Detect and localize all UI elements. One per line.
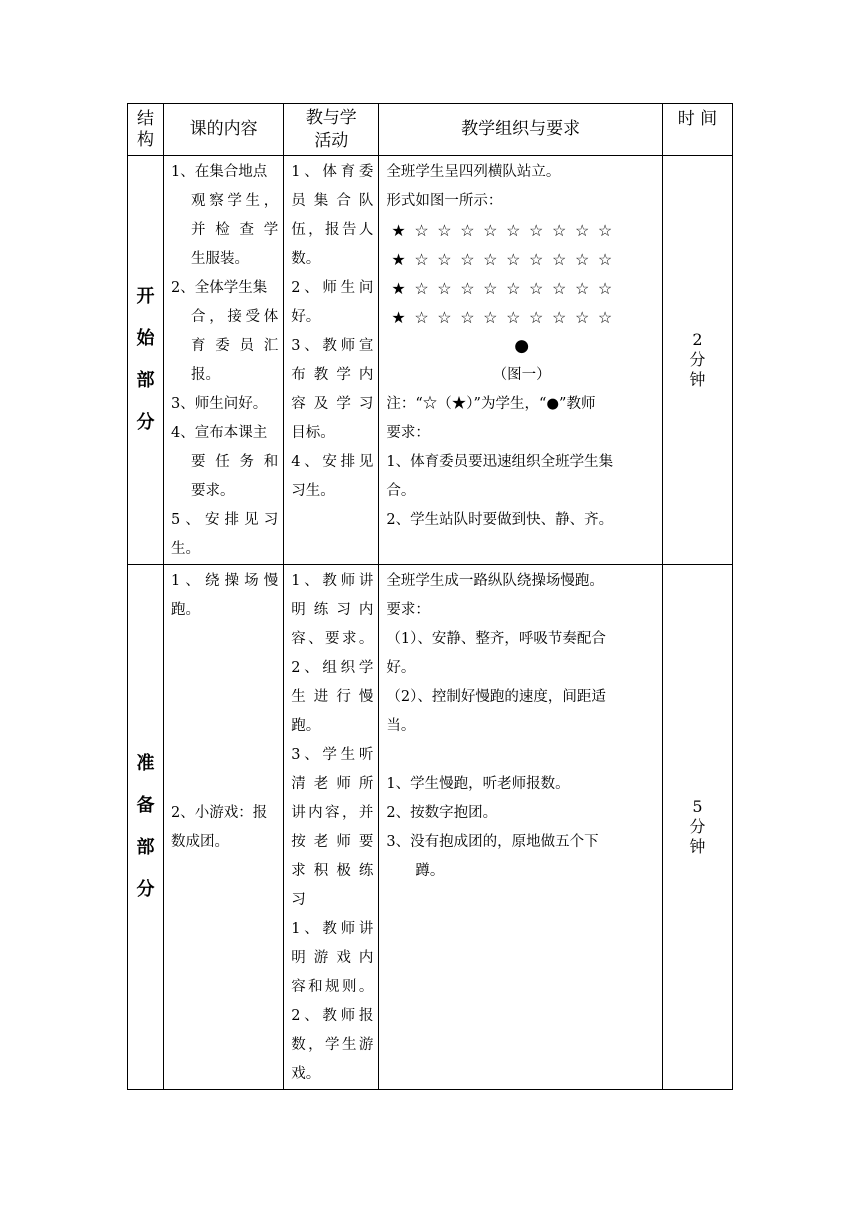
content-line: 1、绕操场慢 — [171, 573, 279, 589]
activity-line: 容和规则。 — [291, 979, 374, 995]
student-formation-row: ★☆☆☆☆☆☆☆☆☆ — [391, 250, 621, 269]
section-title-char: 分 — [136, 412, 155, 433]
content-line: 生服装。 — [191, 251, 250, 267]
section-title-char: 分 — [136, 879, 155, 900]
section-title-char: 部 — [136, 370, 155, 391]
activity-line: 习生。 — [291, 483, 335, 499]
header-organization: 教学组织与要求 — [379, 104, 662, 156]
header-content: 课的内容 — [164, 104, 284, 156]
content-line: 并检查学 — [191, 222, 279, 238]
section-prepare-title — [128, 565, 164, 1090]
lesson-plan-table — [127, 103, 733, 1090]
section-prepare-activity — [284, 565, 379, 1090]
activity-line: 1、教师讲 — [291, 573, 374, 589]
time-value: 2 — [692, 330, 703, 349]
time-unit-char: 分 — [689, 350, 706, 369]
section-title-char: 开 — [136, 286, 155, 307]
activity-line: 2、师生问 — [291, 280, 374, 296]
activity-line: 3、学生听 — [291, 747, 374, 763]
org-text: 好。 — [386, 660, 416, 676]
activity-line: 戏。 — [291, 1066, 321, 1082]
content-line: 2、小游戏：报 — [171, 805, 268, 821]
activity-line: 3、教师宣 — [291, 338, 374, 354]
activity-line: 跑。 — [291, 718, 321, 734]
section-title-char: 备 — [136, 795, 155, 816]
activity-line: 2、教师报 — [291, 1008, 374, 1024]
activity-line: 按老师要 — [291, 834, 374, 850]
section-prepare-row — [128, 565, 733, 1090]
activity-line: 讲内容，并 — [291, 805, 374, 821]
content-line: 要任务和 — [191, 454, 279, 470]
org-text: 要求： — [386, 602, 430, 618]
section-prepare-time — [662, 565, 732, 1090]
section-start-row — [128, 156, 733, 565]
content-line: 3、师生问好。 — [171, 396, 268, 412]
org-text: 全班学生成一路纵队绕操场慢跑。 — [386, 573, 604, 589]
activity-line: 明游戏内 — [291, 950, 374, 966]
activity-line: 1、教师讲 — [291, 921, 374, 937]
section-start-organization — [379, 156, 662, 565]
org-text: 2、按数字抱团。 — [386, 805, 498, 821]
org-text: 3、没有抱成团的，原地做五个下 — [386, 834, 599, 850]
activity-line: 习 — [291, 892, 306, 908]
activity-line: 伍，报告人 — [291, 222, 374, 238]
activity-line: 容及学习 — [291, 396, 374, 412]
section-start-content — [164, 156, 284, 565]
time-unit-char: 分 — [689, 817, 706, 836]
time-unit-char: 钟 — [689, 370, 706, 389]
student-formation-row: ★☆☆☆☆☆☆☆☆☆ — [391, 279, 621, 298]
header-time: 时 间 — [662, 104, 732, 156]
activity-line: 数，学生游 — [291, 1037, 374, 1053]
header-structure-text: 结构 — [137, 108, 155, 150]
activity-line: 4、安排见 — [291, 454, 374, 470]
org-text: 蹲。 — [415, 863, 445, 879]
activity-line: 员集合队 — [291, 193, 374, 209]
activity-line: 清老师所 — [291, 776, 374, 792]
org-text: 2、学生站队时要做到快、静、齐。 — [386, 512, 614, 528]
content-line: 5、安排见习 — [171, 512, 279, 528]
activity-line: 目标。 — [291, 425, 335, 441]
section-prepare-content — [164, 565, 284, 1090]
activity-line: 1、体育委 — [291, 164, 374, 180]
section-title-char: 准 — [136, 753, 155, 774]
section-start-activity — [284, 156, 379, 565]
student-formation-row: ★☆☆☆☆☆☆☆☆☆ — [391, 221, 621, 240]
content-line: 育委员汇 — [191, 338, 279, 354]
activity-line: 生进行慢 — [291, 689, 374, 705]
header-activity — [284, 104, 379, 156]
activity-line: 数。 — [291, 251, 321, 267]
org-text: 当。 — [386, 718, 416, 734]
section-prepare-organization — [379, 565, 662, 1090]
activity-line: 好。 — [291, 309, 321, 325]
activity-line: 求积极练 — [291, 863, 374, 879]
content-line: 观察学生， — [191, 193, 279, 209]
content-line: 4、宣布本课主 — [171, 425, 268, 441]
header-row — [128, 104, 733, 156]
org-text: 要求： — [386, 425, 430, 441]
activity-line: 明练习内 — [291, 602, 374, 618]
org-text: （2）、控制好慢跑的速度，间距适 — [386, 689, 606, 705]
content-line: 报。 — [191, 367, 221, 383]
activity-line: 布教学内 — [291, 367, 374, 383]
student-formation-row: ★☆☆☆☆☆☆☆☆☆ — [391, 308, 621, 327]
content-line: 要求。 — [191, 483, 235, 499]
time-value: 5 — [692, 797, 703, 816]
header-structure — [128, 104, 164, 156]
time-unit-char: 钟 — [689, 837, 706, 856]
section-title-char: 始 — [136, 328, 155, 349]
header-activity-line1: 教与学 — [305, 107, 357, 128]
org-text: 全班学生呈四列横队站立。 — [386, 164, 561, 180]
content-line: 生。 — [171, 541, 201, 557]
org-note: 注：“☆（★）”为学生，“●”教师 — [386, 396, 596, 412]
section-start-title — [128, 156, 164, 565]
section-title-char: 部 — [136, 837, 155, 858]
org-text: 1、学生慢跑，听老师报数。 — [386, 776, 570, 792]
content-line: 2、全体学生集 — [171, 280, 268, 296]
content-line: 合，接受体 — [191, 309, 279, 325]
org-text: 合。 — [386, 483, 416, 499]
content-line: 数成团。 — [171, 834, 230, 850]
org-text: 形式如图一所示： — [386, 193, 503, 209]
figure-caption: （图一） — [492, 367, 551, 383]
activity-line: 容、要求。 — [291, 631, 374, 647]
content-line: 1、在集合地点 — [171, 164, 268, 180]
header-activity-line2: 活动 — [314, 130, 349, 151]
activity-line: 2、组织学 — [291, 660, 374, 676]
org-text: 1、体育委员要迅速组织全班学生集 — [386, 454, 614, 470]
teacher-marker: ● — [514, 336, 530, 356]
content-line: 跑。 — [171, 602, 201, 618]
org-text: （1）、安静、整齐，呼吸节奏配合 — [386, 631, 606, 647]
section-start-time — [662, 156, 732, 565]
